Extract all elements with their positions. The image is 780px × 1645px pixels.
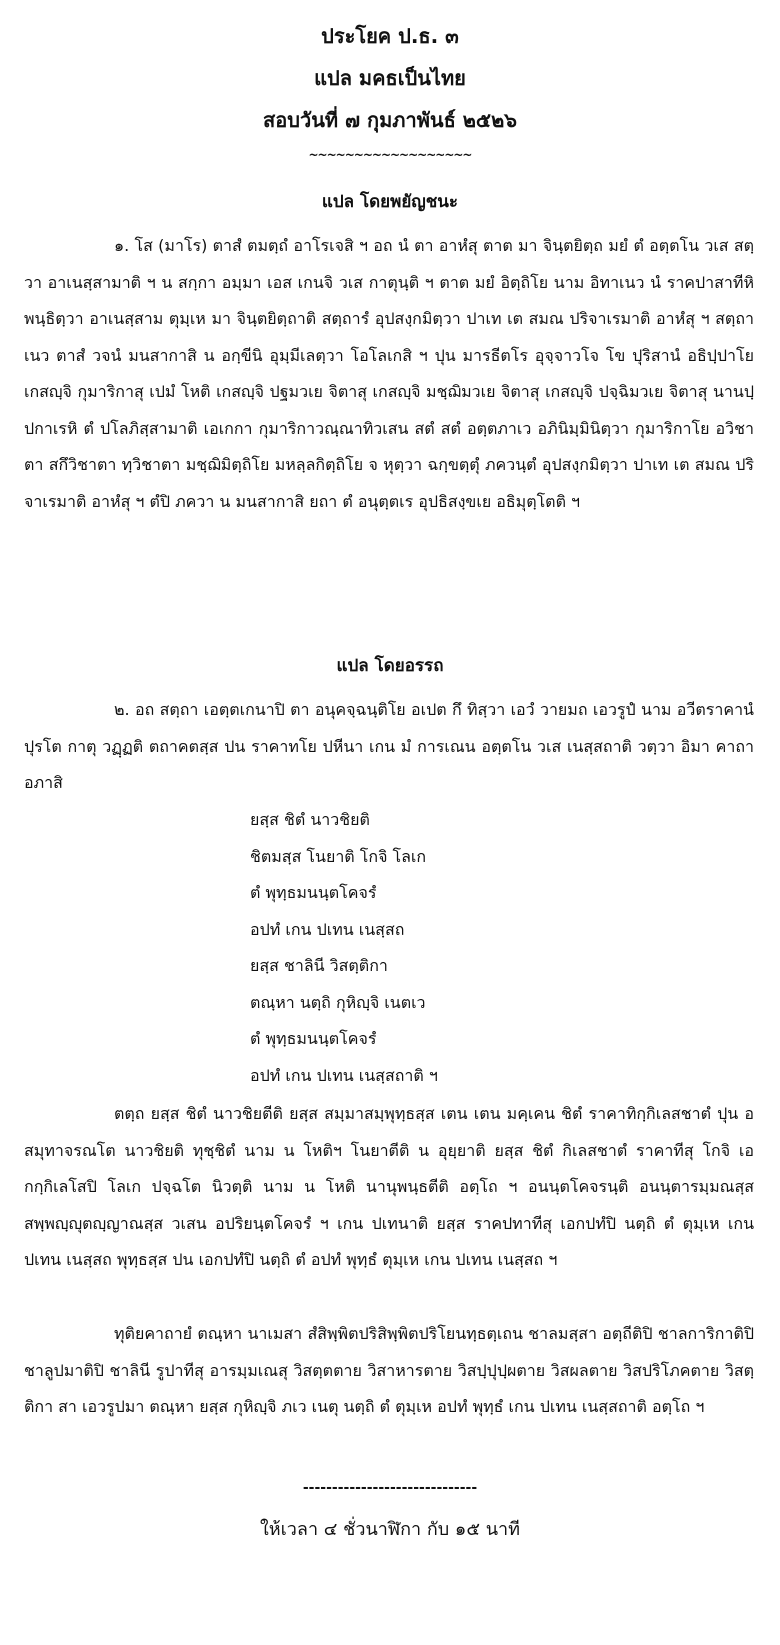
verse-line: อปทํ เกน ปเทน เนสฺสถาติ ฯ bbox=[250, 1065, 438, 1085]
verse-line: ยสฺส ชาลินี วิสตฺติกา bbox=[250, 956, 388, 975]
verse-line: ตํ พุทฺธมนนฺตโคจรํ bbox=[250, 1029, 377, 1048]
exam-level-title: ประโยค ป.ธ. ๓ bbox=[321, 24, 459, 48]
section2-paragraph2: ตตฺถ ยสฺส ชิตํ นาวชิยตีติ ยสฺส สมฺมาสมฺพุทฺธสฺส เตน เตน มคฺเคน ชิตํ ราคาทิกฺกิเลสชาตํ ปุน อสมุทาจรณโต นาวชิยติ ทุชฺชิตํ นาม น โหติฯ โนยาตีติ น อุยฺยาติ ยสฺส ชิตํ กิเลสชาตํ ราคาทีสุ โกจิ เอกกฺกิเลโสปิ โลเก ปจฺฉโต นิวตฺติ นาม น โหติ นานุพนฺธตีติ อตฺโถ ฯ อนนฺตโคจรนฺติ อนนฺตารมฺมณสฺส สพฺพญฺญุตญฺญาณสฺส วเสน อปริยนฺตโคจรํ ฯ เกน ปเทนาติ ยสฺส ราคปทาทีสุ เอกปทํปิ นตฺถิ ตํ ตุมฺเห เกน ปเทน เนสฺสถ พุทฺธสฺส ปน เอกปทํปิ นตฺถิ ตํ อปทํ พุทฺธํ ตุมฺเห เกน ปเทน เนสฺสถ ฯ bbox=[24, 1104, 754, 1269]
verse-line: ชิตมสฺส โนยาติ โกจิ โลเก bbox=[250, 846, 427, 866]
verse-line: ตณฺหา นตฺถิ กุหิญฺจิ เนตเว bbox=[250, 992, 426, 1012]
section1-title: แปล โดยพยัญชนะ bbox=[321, 192, 459, 212]
section2-title: แปล โดยอรรถ bbox=[336, 656, 444, 676]
time-allowed-note: ให้เวลา ๔ ชั่วนาฬิกา กับ ๑๕ นาที bbox=[260, 1519, 520, 1540]
section1-paragraph: ๑. โส (มาโร) ตาสํ ตมตฺถํ อาโรเจสิ ฯ อถ นํ ตา อาหํสุ ตาต มา จินฺตยิตฺถ มยํ ตํ อตฺตโน วเส สตฺวา อาเนสฺสามาติ ฯ น สกฺกา อมฺมา เอส เกนจิ วเส กาตุนฺติ ฯ ตาต มยํ อิตฺถิโย นาม อิทาเนว นํ ราคปาสาทีหิ พนฺธิตฺวา อาเนสฺสาม ตุมฺเห มา จินฺตยิตฺถาติ สตฺถารํ อุปสงฺกมิตฺวา ปาเท เต สมณ ปริจาเรมาติ อาหํสุ ฯ สตฺถา เนว ตาสํ วจนํ มนสากาสิ น อกฺขีนิ อุมฺมีเลตฺวา โอโลเกสิ ฯ ปุน มารธีตโร อุจฺจาวโจ โข ปุริสานํ อธิปฺปาโย เกสญฺจิ กุมาริกาสุ เปมํ โหติ เกสญฺจิ ปฐมวเย จิตาสุ เกสญฺจิ มชฺฌิมวเย จิตาสุ เกสญฺจิ ปจฺฉิมวเย จิตาสุ นานปฺปกาเรหิ ตํ ปโลภิสฺสามาติ เอเกกา กุมาริกาวณฺณาทิวเสน สตํ สตํ อตฺตภาเว อภินิมฺมินิตฺวา กุมาริกาโย อวิชาตา สกึวิชาตา ทฺวิชาตา มชฺฌิมิตฺถิโย มหลฺลกิตฺถิโย จ หุตฺวา ฉกฺขตฺตุํ ภควนฺตํ อุปสงฺกมิตฺวา ปาเท เต สมณ ปริจาเรมาติ อาหํสุ ฯ ตํปิ ภควา น มนสากาสิ ยถา ตํ อนุตฺตเร อุปธิสงฺขเย อธิมุตฺโตติ ฯ bbox=[24, 236, 754, 511]
exam-date-title: สอบวันที่ ๗ กุมภาพันธ์ ๒๕๒๖ bbox=[263, 108, 517, 132]
verse-line: อปทํ เกน ปเทน เนสฺสถ bbox=[250, 919, 405, 939]
verse-line: ตํ พุทฺธมนนฺตโคจรํ bbox=[250, 883, 377, 902]
section2-paragraph1: ๒. อถ สตฺถา เอตฺตเกนาปิ ตา อนุคจฺฉนฺติโย อเปต กึ ทิสฺวา เอวํ วายมถ เอวรูปํ นาม อวีตราคานํ ปุรโต กาตุ วฏฺฏติ ตถาคตสฺส ปน ราคาทโย ปหีนา เกน มํ การเณน อตฺตโน วเส เนสฺสถาติ วตฺวา อิมา คาถา อภาสิ bbox=[24, 700, 754, 792]
verse-line: ยสฺส ชิตํ นาวชิยติ bbox=[250, 810, 370, 829]
section2-paragraph3: ทุติยคาถายํ ตณฺหา นาเมสา สํสิพฺพิตปริสิพฺพิตปริโยนทฺธตฺเถน ชาลมสฺสา อตฺถีติปิ ชาลการิกาติปิ ชาลูปมาติปิ ชาลินี รูปาทีสุ อารมฺมเณสุ วิสตฺตตาย วิสาหารตาย วิสปฺปุปฺผตาย วิสผลตาย วิสปริโภคตาย วิสตฺติกา สา เอวรูปมา ตณฺหา ยสฺส กุหิญฺจิ ภเว เนตุ นตฺถิ ตํ ตุมฺเห อปทํ พุทฺธํ เกน ปเทน เนสฺสถาติ อตฺโถ ฯ bbox=[24, 1324, 754, 1416]
verse-block bbox=[250, 802, 438, 1094]
header-divider: ~~~~~~~~~~~~~~~~~~ bbox=[308, 148, 472, 162]
exam-subject-title: แปล มคธเป็นไทย bbox=[314, 66, 466, 90]
footer-divider: ------------------------------ bbox=[302, 1480, 478, 1496]
